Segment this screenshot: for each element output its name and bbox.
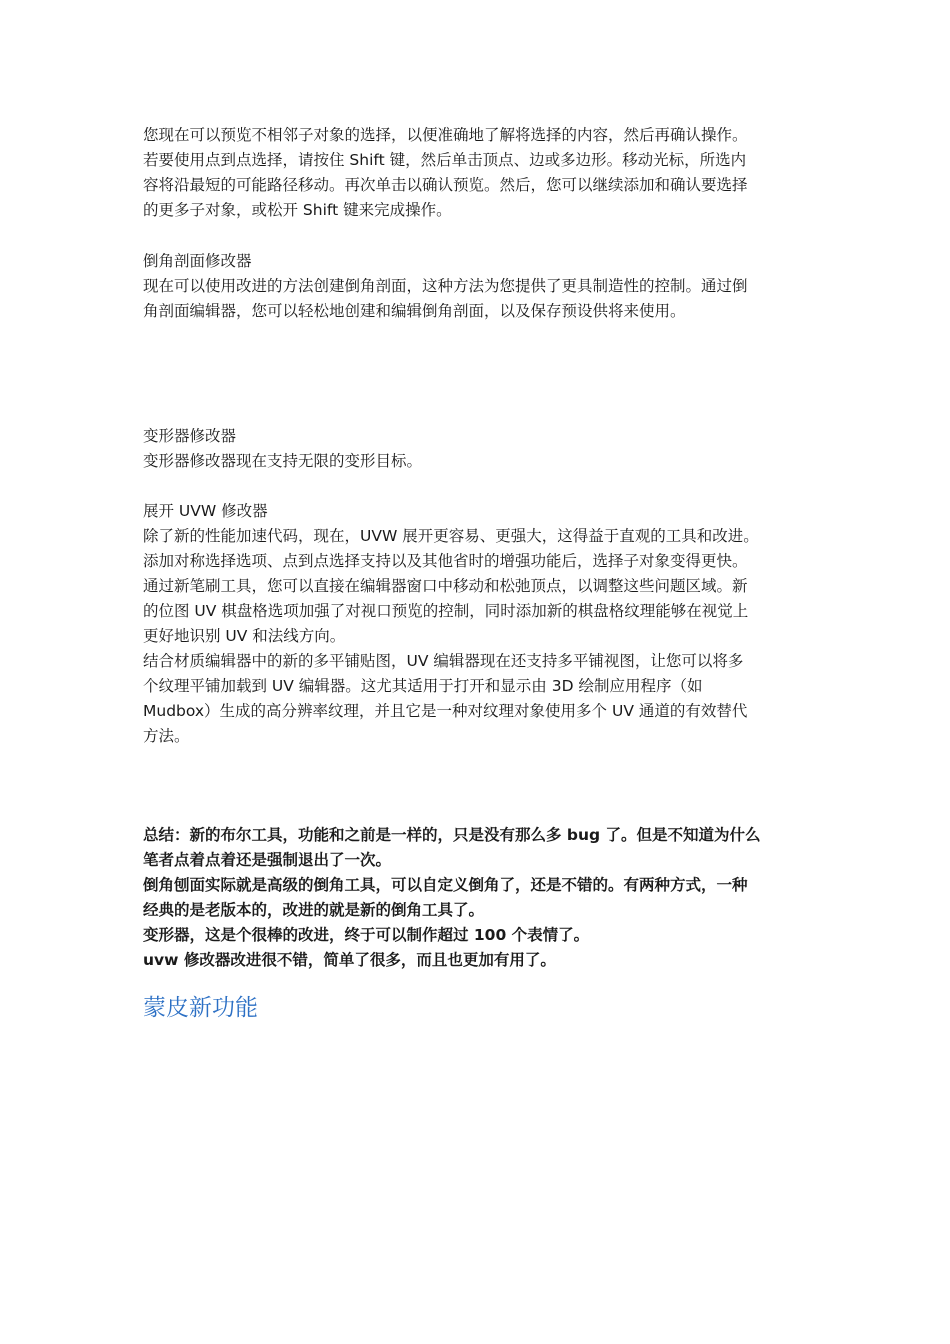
section-heading: 蒙皮新功能 bbox=[143, 995, 258, 1021]
uvw-line: 的位图 UV 棋盘格选项加强了对视口预览的控制，同时添加新的棋盘格纹理能够在视觉上 bbox=[143, 602, 749, 620]
summary-line: uvw 修改器改进很不错，简单了很多，而且也更加有用了。 bbox=[143, 951, 556, 969]
chamfer-title: 倒角剖面修改器 bbox=[143, 252, 252, 270]
chamfer-line: 角剖面编辑器，您可以轻松地创建和编辑倒角剖面，以及保存预设供将来使用。 bbox=[143, 302, 686, 320]
summary-line: 变形器，这是个很棒的改进，终于可以制作超过 100 个表情了。 bbox=[143, 926, 590, 944]
uvw-line: Mudbox）生成的高分辨率纹理，并且它是一种对纹理对象使用多个 UV 通道的有效替代 bbox=[143, 702, 748, 720]
uvw-title: 展开 UVW 修改器 bbox=[143, 502, 268, 520]
uvw-line: 方法。 bbox=[143, 727, 190, 745]
uvw-line: 除了新的性能加速代码，现在，UVW 展开更容易、更强大，这得益于直观的工具和改进。 bbox=[143, 527, 759, 545]
morpher-section bbox=[143, 424, 808, 474]
morpher-line: 变形器修改器现在支持无限的变形目标。 bbox=[143, 452, 423, 470]
uvw-section bbox=[143, 499, 808, 749]
uvw-line: 通过新笔刷工具，您可以直接在编辑器窗口中移动和松弛顶点，以调整这些问题区域。新 bbox=[143, 577, 748, 595]
intro-line: 容将沿最短的可能路径移动。再次单击以确认预览。然后，您可以继续添加和确认要选择 bbox=[143, 176, 748, 194]
summary-line: 总结：新的布尔工具，功能和之前是一样的，只是没有那么多 bug 了。但是不知道为什么 bbox=[143, 826, 761, 844]
intro-paragraph bbox=[143, 123, 808, 223]
intro-line: 若要使用点到点选择，请按住 Shift 键，然后单击顶点、边或多边形。移动光标，所选内 bbox=[143, 151, 747, 169]
chamfer-section bbox=[143, 249, 808, 324]
uvw-line: 结合材质编辑器中的新的多平铺贴图，UV 编辑器现在还支持多平铺视图，让您可以将多 bbox=[143, 652, 744, 670]
intro-line: 的更多子对象，或松开 Shift 键来完成操作。 bbox=[143, 201, 452, 219]
summary-paragraph bbox=[143, 823, 808, 973]
uvw-line: 个纹理平铺加载到 UV 编辑器。这尤其适用于打开和显示由 3D 绘制应用程序（如 bbox=[143, 677, 703, 695]
morpher-title: 变形器修改器 bbox=[143, 427, 237, 445]
chamfer-line: 现在可以使用改进的方法创建倒角剖面，这种方法为您提供了更具制造性的控制。通过倒 bbox=[143, 277, 748, 295]
summary-line: 笔者点着点着还是强制退出了一次。 bbox=[143, 851, 392, 869]
uvw-line: 添加对称选择选项、点到点选择支持以及其他省时的增强功能后，选择子对象变得更快。 bbox=[143, 552, 748, 570]
summary-line: 经典的是老版本的，改进的就是新的倒角工具了。 bbox=[143, 901, 485, 919]
intro-line: 您现在可以预览不相邻子对象的选择，以便准确地了解将选择的内容，然后再确认操作。 bbox=[143, 126, 748, 144]
uvw-line: 更好地识别 UV 和法线方向。 bbox=[143, 627, 346, 645]
summary-line: 倒角刨面实际就是高级的倒角工具，可以自定义倒角了，还是不错的。有两种方式，一种 bbox=[143, 876, 748, 894]
